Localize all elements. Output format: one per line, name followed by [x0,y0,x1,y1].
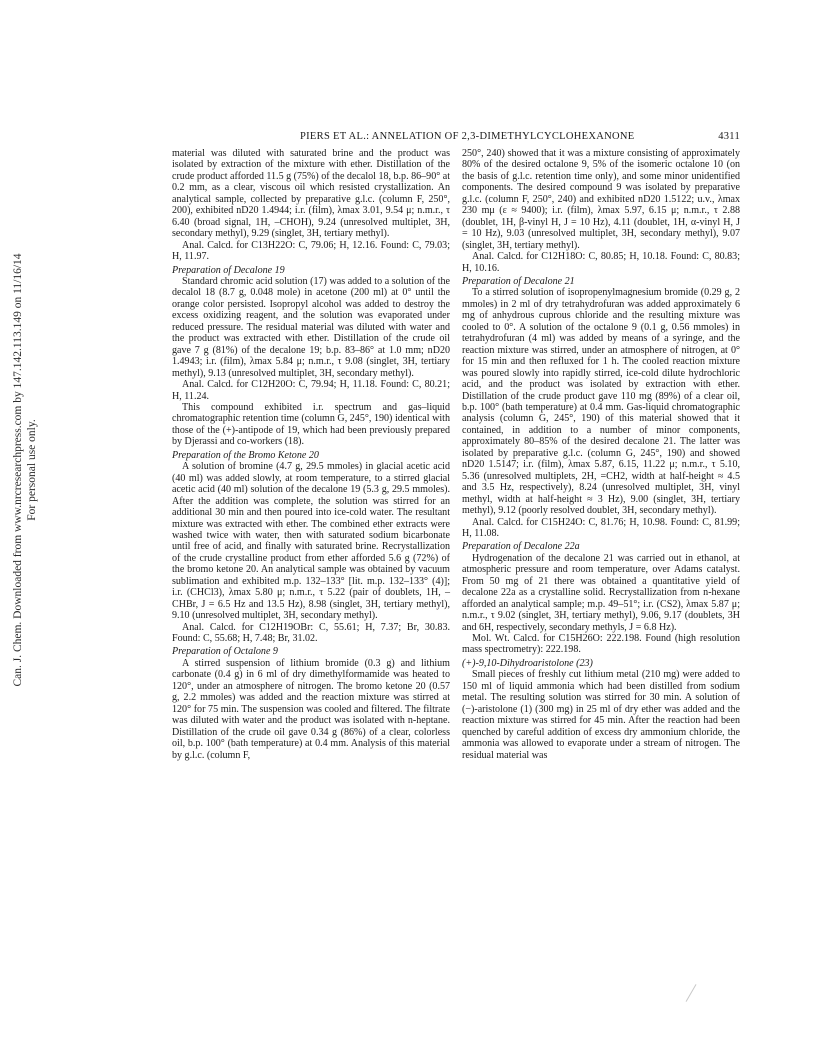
download-notice-sidebar [4,253,46,687]
running-title: PIERS ET AL.: ANNELATION OF 2,3-DIMETHYLCYCLOHEXANONE [300,131,635,142]
scan-mark [686,984,704,1006]
section-heading: Preparation of Octalone 9 [172,646,278,658]
section-heading: Preparation of Decalone 22a [462,541,580,553]
body-paragraph: 250°, 240) showed that it was a mixture consisting of approximately 80% of the desired octalone 9, 5% of the isomeric octalone 10 (on the basis of g.l.c. retention time only), and some minor unidentified components. The desired compound 9 was isolated by preparative g.l.c. (column F, 250°, 240) and exhibited nD20 1.5122; u.v., λmax 230 mμ (ε ≈ 9400); i.r. (film), λmax 5.97, 6.15 μ; n.m.r., τ 2.88 (doublet, 1H, β-vinyl H, J = 10 Hz), 4.11 (doublet, 1H, α-vinyl H, J = 10 Hz), 9.03 (unresolved multiplet, 3H, secondary methyl), 9.07 (singlet, 3H, tertiary methyl). [462,148,740,251]
body-paragraph: Anal. Calcd. for C12H20O: C, 79.94; H, 11.18. Found: C, 80.21; H, 11.24. [172,379,450,402]
section-heading: Preparation of Decalone 19 [172,264,285,276]
body-paragraph: A stirred suspension of lithium bromide (0.3 g) and lithium carbonate (0.4 g) in 6 ml of dry dimethylformamide was heated to 120°, under an atmosphere of nitrogen. The bromo ketone 20 (0.57 g, 2.2 mmoles) was added and the reaction mixture was stirred at 120° for 75 min. The suspension was cooled and filtered. The filtrate was diluted with water and the product was isolated with n-heptane. Distillation of the crude oil gave 0.34 g (86%) of a clear, colorless oil, b.p. 100° (bath temperature) at 0.4 mm. Analysis of this material by g.l.c. (column F, [172,657,450,761]
body-paragraph: material was diluted with saturated brine and the product was isolated by extraction of the mixture with ether. Distillation of the crude product afforded 11.5 g (75%) of the decalol 18, b.p. 86–90° at 0.2 mm, as a clear, viscous oil which resisted crystallization. An analytical sample, collected by preparative g.l.c. (column F, 250°, 200), exhibited nD20 1.4944; i.r. (film), λmax 3.01, 9.54 μ; n.m.r., τ 6.40 (broad signal, 1H, –CHOH), 9.24 (unresolved multiplet, 3H, secondary methyl), 9.29 (singlet, 3H, tertiary methyl). [172,148,450,240]
page-number: 4311 [718,131,740,142]
body-paragraph: Anal. Calcd. for C12H18O: C, 80.85; H, 10.18. Found: C, 80.83; H, 10.16. [462,251,740,274]
page-header [172,131,740,145]
download-notice-line-1: Can. J. Chem. Downloaded from www.nrcresearchpress.com by 147.142.113.149 on 11/16/14 [12,253,24,687]
body-paragraph: Small pieces of freshly cut lithium metal (210 mg) were added to 150 ml of liquid ammonia which had been distilled from sodium metal. The resulting solution was stirred for 30 min. A solution of (−)-aristolone (1) (300 mg) in 25 ml of dry ether was added and the reaction mixture was stirred for 45 min. After the reaction had been quenched by careful addition of excess dry ammonium chloride, the ammonia was allowed to evaporate under a stream of nitrogen. The residual material was [462,669,740,761]
body-paragraph: To a stirred solution of isopropenylmagnesium bromide (0.29 g, 2 mmoles) in 2 ml of dry tetrahydrofuran was added approximately 6 mg of anhydrous cuprous chloride and the resulting mixture was cooled to 0°. A solution of the octalone 9 (0.1 g, 0.56 mmoles) in tetrahydrofuran (4 ml) was added by means of a syringe, and the reaction mixture was stirred, under an atmosphere of nitrogen, at 0° for 15 min and then refluxed for 1 h. The cooled reaction mixture was poured slowly into rapidly stirred, ice-cold dilute hydrochloric acid, and the product was isolated by extraction with ether. Distillation of the crude product gave 110 mg (89%) of a clear oil, b.p. 100° (bath temperature) at 0.4 mm. Gas-liquid chromatographic analysis (column G, 245°, 190) of this material showed that it contained, in addition to a number of minor components, approximately 80–85% of the desired decalone 21. The latter was isolated by preparative g.l.c. (column G, 245°, 190) and showed nD20 1.5147; i.r. (film), λmax 5.87, 6.15, 11.22 μ; n.m.r., τ 5.10, 5.36 (unresolved multiplets, 2H, =CH2, width at half-height ≈ 4.5 and 3.5 Hz, respectively), 8.24 (unresolved multiplet, 3H, vinyl methyl, width at half-height ≈ 3 Hz), 9.00 (singlet, 3H, tertiary methyl), 9.12 (poorly resolved doublet, 3H, secondary methyl). [462,287,740,517]
body-paragraph: Standard chromic acid solution (17) was added to a solution of the decalol 18 (8.7 g, 0.048 mole) in acetone (200 ml) at 0° until the orange color persisted. Isopropyl alcohol was added to destroy the excess oxidizing reagent, and the solution was evaporated under reduced pressure. The residual material was diluted with water and the product was extracted with ether. Distillation of the crude oil gave 7 g (81%) of the decalone 19; b.p. 83–86° at 1.0 mm; nD20 1.4943; i.r. (film), λmax 5.84 μ; n.m.r., τ 9.08 (singlet, 3H, tertiary methyl), 9.13 (unresolved multiplet, 3H, secondary methyl). [172,275,450,379]
section-heading: Preparation of the Bromo Ketone 20 [172,449,319,461]
left-column [172,148,450,761]
body-paragraph: This compound exhibited i.r. spectrum and gas–liquid chromatographic retention time (column G, 245°, 190) identical with those of the (+)-antipode of 19, which had been previously prepared by Djerassi and co-workers (18). [172,401,450,448]
download-notice [11,253,39,686]
body-paragraph: Mol. Wt. Calcd. for C15H26O: 222.198. Found (high resolution mass spectrometry): 222.198. [462,633,740,656]
body-paragraph: Anal. Calcd. for C13H22O: C, 79.06; H, 12.16. Found: C, 79.03; H, 11.97. [172,239,450,263]
download-notice-line-2: For personal use only. [26,419,38,521]
body-paragraph: Anal. Calcd. for C12H19OBr: C, 55.61; H, 7.37; Br, 30.83. Found: C, 55.68; H, 7.48; Br, 31.02. [172,621,450,645]
body-paragraph: Hydrogenation of the decalone 21 was carried out in ethanol, at atmospheric pressure and room temperature, over Adams catalyst. From 50 mg of 21 there was obtained a quantitative yield of decalone 22a as a crystalline solid. Recrystallization from n-hexane afforded an analytical sample; m.p. 49–51°; i.r. (CS2), λmax 5.87 μ; n.m.r., τ 9.02 (singlet, 3H, tertiary methyl), 9.06, 9.17 (doublets, 3H and 6H, respectively, secondary methyls, J = 6.8 Hz). [462,552,740,633]
section-heading: Preparation of Decalone 21 [462,275,575,287]
right-column [462,148,740,761]
body-paragraph: A solution of bromine (4.7 g, 29.5 mmoles) in glacial acetic acid (40 ml) was added slowly, at room temperature, to a stirred glacial acetic acid (40 ml) solution of the decalone 19 (5.3 g, 29.5 mmoles). After the addition was complete, the solution was stirred for an additional 30 min and then poured into ice-cold water. The resultant mixture was extracted with ether. The combined ether extracts were washed twice with water, then with saturated sodium bicarbonate until free of acid, and finally with saturated brine. Recrystallization of the crude crystalline product from ether afforded 5.6 g (72%) of the bromo ketone 20. An analytical sample was obtained by vacuum sublimation and exhibited m.p. 132–133° [lit. m.p. 132–133° (4)]; i.r. (CHCl3), λmax 5.80 μ; n.m.r., τ 5.22 (pair of doublets, 1H, –CHBr, J = 6.5 Hz and 13.5 Hz), 8.98 (singlet, 3H, tertiary methyl), 9.10 (unresolved multiplet, 3H, secondary methyl). [172,461,450,622]
section-heading: (+)-9,10-Dihydroaristolone (23) [462,657,593,669]
body-paragraph: Anal. Calcd. for C15H24O: C, 81.76; H, 10.98. Found: C, 81.99; H, 11.08. [462,516,740,539]
